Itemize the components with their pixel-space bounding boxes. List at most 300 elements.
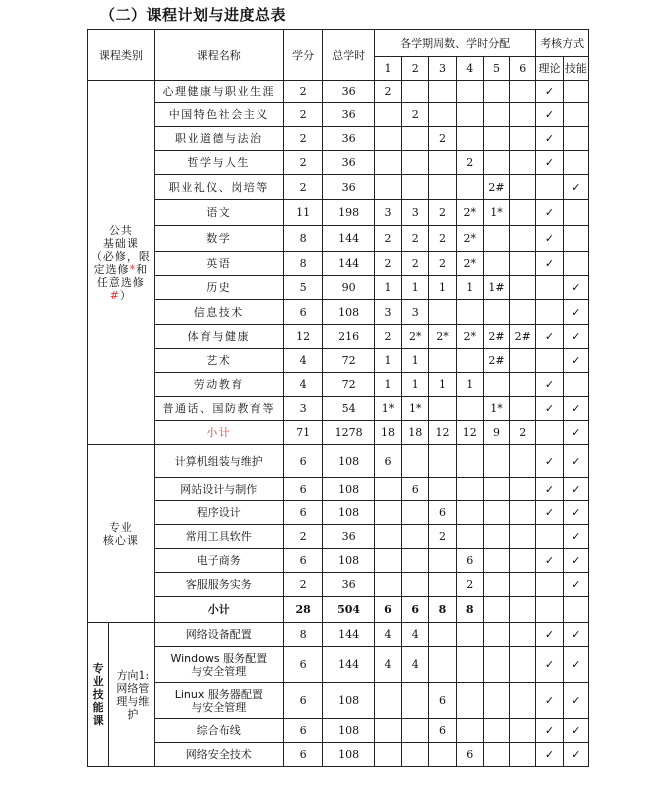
term-6-cell [510, 573, 536, 597]
table-row [88, 501, 589, 525]
term-4-cell [456, 397, 483, 421]
header-term-6: 6 [510, 57, 536, 81]
skill-check: ✓ [563, 683, 588, 719]
credits-cell: 6 [283, 683, 322, 719]
header-assessment: 考核方式 [536, 30, 589, 57]
course-name: 程序设计 [154, 501, 283, 525]
credits-cell: 6 [283, 478, 322, 501]
term-4-cell: 6 [456, 743, 483, 767]
skill-check: ✓ [563, 421, 588, 445]
term-5-cell: 9 [483, 421, 509, 445]
term-6-cell [510, 276, 536, 300]
term-3-cell [429, 81, 456, 103]
term-1-cell [374, 525, 401, 549]
theory-check: ✓ [536, 103, 563, 127]
category-professional-core [88, 445, 155, 623]
course-name: 电子商务 [154, 549, 283, 573]
term-1-cell [374, 151, 401, 175]
header-term-distribution: 各学期周数、学时分配 [374, 30, 536, 57]
term-1-cell [374, 127, 401, 151]
term-5-cell [483, 549, 509, 573]
hours-cell: 144 [323, 623, 375, 647]
course-name: 数学 [154, 226, 283, 252]
table-row [88, 573, 589, 597]
header-term-2: 2 [402, 57, 429, 81]
theory-check: ✓ [536, 743, 563, 767]
term-4-cell: 2* [456, 226, 483, 252]
hours-cell: 36 [323, 573, 375, 597]
hours-cell: 36 [323, 81, 375, 103]
term-1-cell: 2 [374, 81, 401, 103]
credits-cell: 2 [283, 127, 322, 151]
term-5-cell [483, 226, 509, 252]
category-line: 能 [92, 701, 104, 714]
credits-cell: 2 [283, 175, 322, 200]
header-category: 课程类别 [88, 30, 155, 81]
term-1-cell [374, 478, 401, 501]
hours-cell: 108 [323, 743, 375, 767]
hours-cell: 90 [323, 276, 375, 300]
term-4-cell [456, 501, 483, 525]
term-2-cell: 2* [402, 325, 429, 349]
category-line: 课 [92, 714, 104, 727]
category-line: 公共 [108, 223, 133, 237]
term-6-cell [510, 175, 536, 200]
term-4-cell: 12 [456, 421, 483, 445]
direction-line: 网络管 [116, 681, 150, 695]
term-1-cell: 4 [374, 647, 401, 683]
term-3-cell [429, 151, 456, 175]
theory-check [536, 175, 563, 200]
hours-cell: 36 [323, 151, 375, 175]
table-row [88, 151, 589, 175]
term-1-cell [374, 549, 401, 573]
theory-check: ✓ [536, 683, 563, 719]
term-6-cell [510, 349, 536, 373]
term-2-cell [402, 525, 429, 549]
course-name: 体育与健康 [154, 325, 283, 349]
credits-cell: 2 [283, 525, 322, 549]
term-6-cell [510, 719, 536, 743]
table-row [88, 445, 589, 478]
term-4-cell: 6 [456, 549, 483, 573]
course-name [154, 743, 283, 767]
category-line: 基础课 [102, 236, 139, 250]
course-name: 艺术 [154, 349, 283, 373]
term-2-cell [402, 683, 429, 719]
table-row [88, 373, 589, 397]
term-1-cell: 18 [374, 421, 401, 445]
term-4-cell [456, 623, 483, 647]
course-name [154, 623, 283, 647]
skill-check [563, 200, 588, 226]
hours-cell: 36 [323, 127, 375, 151]
hours-cell: 72 [323, 373, 375, 397]
term-2-cell: 4 [402, 647, 429, 683]
credits-cell: 4 [283, 349, 322, 373]
course-plan-table [87, 29, 589, 767]
term-3-cell [429, 349, 456, 373]
term-3-cell [429, 623, 456, 647]
term-1-cell [374, 103, 401, 127]
term-5-cell [483, 252, 509, 276]
header-term-5: 5 [483, 57, 509, 81]
header-term-4: 4 [456, 57, 483, 81]
term-6-cell [510, 445, 536, 478]
term-4-cell [456, 349, 483, 373]
header-course-name: 课程名称 [154, 30, 283, 81]
course-name: 中国特色社会主义 [154, 103, 283, 127]
skill-check: ✓ [563, 623, 588, 647]
term-3-cell [429, 397, 456, 421]
term-5-cell [483, 743, 509, 767]
term-6-cell [510, 300, 536, 325]
skill-check [563, 151, 588, 175]
hours-cell: 144 [323, 226, 375, 252]
term-4-cell: 2 [456, 573, 483, 597]
term-5-cell [483, 525, 509, 549]
hours-cell: 1278 [323, 421, 375, 445]
term-1-cell: 3 [374, 200, 401, 226]
term-6-cell [510, 525, 536, 549]
term-2-cell: 6 [402, 597, 429, 623]
theory-check: ✓ [536, 397, 563, 421]
term-2-cell: 6 [402, 478, 429, 501]
category-professional-skill [88, 623, 109, 767]
table-row [88, 525, 589, 549]
table-row [88, 103, 589, 127]
credits-cell: 4 [283, 373, 322, 397]
theory-check: ✓ [536, 325, 563, 349]
term-2-cell: 2 [402, 226, 429, 252]
course-name: 网站设计与制作 [154, 478, 283, 501]
term-3-cell: 6 [429, 683, 456, 719]
term-1-cell [374, 175, 401, 200]
term-3-cell [429, 175, 456, 200]
hours-cell: 72 [323, 349, 375, 373]
term-2-cell: 3 [402, 300, 429, 325]
theory-check: ✓ [536, 127, 563, 151]
skill-check: ✓ [563, 397, 588, 421]
subtotal-label: 小计 [154, 421, 283, 445]
term-2-cell [402, 743, 429, 767]
credits-cell: 8 [283, 623, 322, 647]
term-5-cell [483, 478, 509, 501]
term-3-cell [429, 573, 456, 597]
term-2-cell: 3 [402, 200, 429, 226]
term-2-cell [402, 151, 429, 175]
theory-check [536, 573, 563, 597]
theory-check: ✓ [536, 81, 563, 103]
table-row [88, 478, 589, 501]
header-term-1: 1 [374, 57, 401, 81]
credits-cell: 6 [283, 300, 322, 325]
table-row [88, 252, 589, 276]
term-1-cell: 1* [374, 397, 401, 421]
table-row [88, 683, 589, 719]
term-5-cell [483, 81, 509, 103]
term-1-cell: 6 [374, 445, 401, 478]
direction-line: 理与维 [116, 694, 150, 708]
header-term-3: 3 [429, 57, 456, 81]
table-row [88, 549, 589, 573]
term-2-cell: 18 [402, 421, 429, 445]
category-line: 核心课 [102, 533, 139, 547]
skill-check: ✓ [563, 719, 588, 743]
skill-check: ✓ [563, 325, 588, 349]
table-row [88, 276, 589, 300]
term-5-cell: 1# [483, 276, 509, 300]
table-row [88, 719, 589, 743]
course-name: 职业礼仪、岗培等 [154, 175, 283, 200]
theory-check: ✓ [536, 549, 563, 573]
term-5-cell [483, 373, 509, 397]
theory-check: ✓ [536, 151, 563, 175]
hours-cell: 108 [323, 683, 375, 719]
course-name: 语文 [154, 200, 283, 226]
skill-check [563, 252, 588, 276]
term-1-cell: 6 [374, 597, 401, 623]
term-1-cell [374, 501, 401, 525]
credits-cell: 6 [283, 501, 322, 525]
term-4-cell [456, 478, 483, 501]
term-2-cell: 1* [402, 397, 429, 421]
table-row [88, 81, 589, 103]
term-4-cell: 2* [456, 325, 483, 349]
course-name: 常用工具软件 [154, 525, 283, 549]
term-3-cell [429, 300, 456, 325]
term-6-cell [510, 501, 536, 525]
hours-cell: 54 [323, 397, 375, 421]
term-2-cell [402, 175, 429, 200]
term-3-cell: 6 [429, 501, 456, 525]
term-4-cell [456, 300, 483, 325]
header-skill: 技能 [563, 57, 588, 81]
term-6-cell [510, 623, 536, 647]
credits-cell: 2 [283, 103, 322, 127]
credits-cell: 8 [283, 226, 322, 252]
category-line: #） [109, 288, 132, 302]
term-1-cell: 1 [374, 349, 401, 373]
skill-check [563, 127, 588, 151]
term-3-cell: 2 [429, 525, 456, 549]
table-row [88, 743, 589, 767]
term-5-cell: 1* [483, 200, 509, 226]
credits-cell: 5 [283, 276, 322, 300]
term-5-cell [483, 151, 509, 175]
hours-cell: 144 [323, 252, 375, 276]
term-1-cell [374, 573, 401, 597]
theory-check: ✓ [536, 647, 563, 683]
term-4-cell [456, 175, 483, 200]
skill-check: ✓ [563, 647, 588, 683]
term-2-cell: 1 [402, 349, 429, 373]
course-name: 客服服务实务 [154, 573, 283, 597]
term-4-cell [456, 445, 483, 478]
term-4-cell [456, 647, 483, 683]
table-row [88, 175, 589, 200]
term-6-cell [510, 549, 536, 573]
course-name: 信息技术 [154, 300, 283, 325]
term-3-cell: 1 [429, 276, 456, 300]
term-6-cell [510, 683, 536, 719]
term-6-cell [510, 81, 536, 103]
hours-cell: 108 [323, 300, 375, 325]
credits-cell: 71 [283, 421, 322, 445]
course-name: 职业道德与法治 [154, 127, 283, 151]
hours-cell: 504 [323, 597, 375, 623]
category-line: 专 [92, 662, 104, 675]
term-5-cell [483, 647, 509, 683]
hours-cell: 36 [323, 175, 375, 200]
skill-check: ✓ [563, 743, 588, 767]
term-3-cell [429, 549, 456, 573]
credits-cell: 6 [283, 549, 322, 573]
term-3-cell [429, 647, 456, 683]
term-4-cell [456, 81, 483, 103]
term-3-cell: 12 [429, 421, 456, 445]
credits-cell: 2 [283, 573, 322, 597]
table-row [88, 325, 589, 349]
term-6-cell [510, 743, 536, 767]
skill-check [563, 81, 588, 103]
skill-check [563, 373, 588, 397]
course-name-line: 与安全管理 [191, 700, 247, 714]
course-name [154, 683, 283, 719]
term-6-cell [510, 151, 536, 175]
skill-check: ✓ [563, 175, 588, 200]
credits-cell: 11 [283, 200, 322, 226]
term-3-cell [429, 743, 456, 767]
term-1-cell: 1 [374, 276, 401, 300]
skill-check [563, 597, 588, 623]
hours-cell: 144 [323, 647, 375, 683]
theory-check: ✓ [536, 252, 563, 276]
table-row [88, 226, 589, 252]
term-2-cell [402, 719, 429, 743]
term-3-cell [429, 478, 456, 501]
table-row [88, 200, 589, 226]
term-3-cell [429, 445, 456, 478]
theory-check [536, 276, 563, 300]
skill-check [563, 226, 588, 252]
skill-check: ✓ [563, 300, 588, 325]
credits-cell: 2 [283, 151, 322, 175]
table-row [88, 397, 589, 421]
term-5-cell [483, 683, 509, 719]
course-name: 心理健康与职业生涯 [154, 81, 283, 103]
direction-line: 方向1: [116, 668, 150, 682]
term-3-cell: 2 [429, 200, 456, 226]
term-3-cell: 2 [429, 226, 456, 252]
credits-cell: 6 [283, 647, 322, 683]
hours-cell: 216 [323, 325, 375, 349]
theory-check [536, 525, 563, 549]
term-5-cell: 2# [483, 349, 509, 373]
theory-check: ✓ [536, 719, 563, 743]
term-4-cell [456, 683, 483, 719]
header-total-hours: 总学时 [323, 30, 375, 81]
hours-cell: 198 [323, 200, 375, 226]
course-name [154, 647, 283, 683]
term-6-cell [510, 397, 536, 421]
term-6-cell [510, 226, 536, 252]
subtotal-label: 小计 [154, 597, 283, 623]
course-name-line: Linux 服务器配置 [174, 687, 263, 701]
term-2-cell: 1 [402, 373, 429, 397]
term-4-cell [456, 127, 483, 151]
term-3-cell: 6 [429, 719, 456, 743]
direction-line: 护 [127, 707, 139, 721]
credits-cell: 3 [283, 397, 322, 421]
term-6-cell [510, 127, 536, 151]
term-5-cell [483, 719, 509, 743]
term-3-cell: 1 [429, 373, 456, 397]
term-6-cell: 2 [510, 421, 536, 445]
category-public-basic [88, 81, 155, 445]
term-5-cell: 2# [483, 175, 509, 200]
category-line: 任意选修 [96, 275, 145, 289]
term-2-cell [402, 81, 429, 103]
term-1-cell: 2 [374, 226, 401, 252]
term-5-cell [483, 103, 509, 127]
course-name: 历史 [154, 276, 283, 300]
skill-check: ✓ [563, 573, 588, 597]
course-name [154, 719, 283, 743]
term-6-cell [510, 373, 536, 397]
table-row [88, 127, 589, 151]
term-6-cell [510, 597, 536, 623]
header-theory: 理论 [536, 57, 563, 81]
term-2-cell [402, 445, 429, 478]
course-name-line: 网络安全技术 [185, 748, 252, 761]
term-1-cell [374, 743, 401, 767]
term-4-cell: 1 [456, 276, 483, 300]
hours-cell: 108 [323, 719, 375, 743]
term-2-cell [402, 549, 429, 573]
skill-check: ✓ [563, 549, 588, 573]
credits-cell: 6 [283, 719, 322, 743]
term-5-cell: 1* [483, 397, 509, 421]
term-1-cell [374, 719, 401, 743]
subtotal-row [88, 421, 589, 445]
theory-check [536, 421, 563, 445]
term-2-cell: 2 [402, 252, 429, 276]
term-3-cell [429, 103, 456, 127]
skill-check: ✓ [563, 525, 588, 549]
term-5-cell [483, 445, 509, 478]
term-6-cell [510, 200, 536, 226]
term-3-cell: 2 [429, 252, 456, 276]
category-line: 定选修*和 [93, 262, 149, 276]
credits-cell: 2 [283, 81, 322, 103]
credits-cell: 28 [283, 597, 322, 623]
term-2-cell [402, 501, 429, 525]
term-3-cell: 8 [429, 597, 456, 623]
credits-cell: 6 [283, 743, 322, 767]
term-6-cell [510, 478, 536, 501]
skill-check: ✓ [563, 501, 588, 525]
page-title: （二）课程计划与进度总表 [100, 6, 287, 24]
table-row [88, 623, 589, 647]
theory-check: ✓ [536, 501, 563, 525]
theory-check: ✓ [536, 478, 563, 501]
term-5-cell [483, 623, 509, 647]
course-name-line: Windows 服务配置 [170, 651, 268, 665]
direction-network-management [109, 623, 154, 767]
term-2-cell: 1 [402, 276, 429, 300]
hours-cell: 36 [323, 103, 375, 127]
